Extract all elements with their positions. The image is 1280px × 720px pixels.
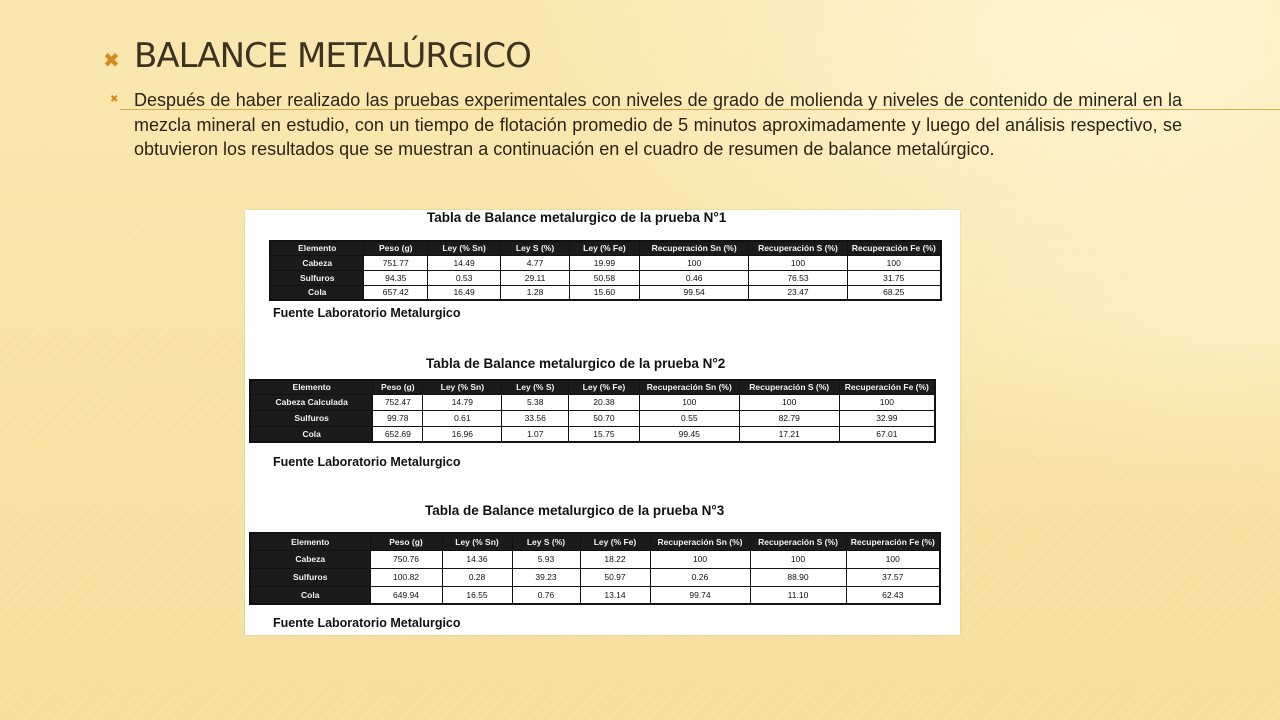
table-cell: 99.54 <box>639 285 749 300</box>
header-cell: Ley (% Sn) <box>442 533 512 550</box>
table-cell: 99.45 <box>639 426 739 442</box>
table-source-note: Fuente Laboratorio Metalurgico <box>273 306 461 320</box>
balance-table <box>249 379 936 443</box>
table-cell: 76.53 <box>749 270 847 285</box>
table-cell: 0.76 <box>512 586 580 604</box>
header-cell: Elemento <box>250 380 373 394</box>
table-cell: 750.76 <box>370 550 442 568</box>
table-cell: 67.01 <box>839 426 935 442</box>
table-cell: 50.97 <box>580 568 650 586</box>
table-row <box>250 568 940 586</box>
table-cell: 11.10 <box>750 586 846 604</box>
row-label-cell: Cola <box>270 285 364 300</box>
row-label-cell: Cabeza <box>250 550 370 568</box>
table-caption: Tabla de Balance metalurgico de la prueba N°3 <box>425 503 725 518</box>
header-cell: Recuperación S (%) <box>750 533 846 550</box>
table-cell: 16.55 <box>442 586 512 604</box>
row-label-cell: Cabeza Calculada <box>250 394 373 410</box>
table-cell: 50.58 <box>569 270 639 285</box>
header-cell: Ley (% Fe) <box>580 533 650 550</box>
header-cell: Recuperación Sn (%) <box>639 380 739 394</box>
table-cell: 5.38 <box>502 394 569 410</box>
table-cell: 23.47 <box>749 285 847 300</box>
table-cell: 0.53 <box>428 270 501 285</box>
header-cell: Recuperación Fe (%) <box>839 380 935 394</box>
header-cell: Recuperación Sn (%) <box>639 241 749 255</box>
balance-tables-image <box>245 210 960 635</box>
table-cell: 14.49 <box>428 255 501 270</box>
table-cell: 751.77 <box>364 255 428 270</box>
table-caption: Tabla de Balance metalurgico de la prueba N°2 <box>426 356 726 371</box>
table-cell: 50.70 <box>569 410 640 426</box>
title-x-bullet-icon: ✖ <box>103 48 120 72</box>
header-cell: Ley (% Fe) <box>569 241 639 255</box>
row-label-cell: Cabeza <box>270 255 364 270</box>
table-row <box>270 270 941 285</box>
table-cell: 5.93 <box>512 550 580 568</box>
table-cell: 14.36 <box>442 550 512 568</box>
table-caption: Tabla de Balance metalurgico de la prueba N°1 <box>427 210 727 225</box>
table-cell: 0.61 <box>423 410 502 426</box>
table-cell: 39.23 <box>512 568 580 586</box>
table-cell: 20.38 <box>569 394 640 410</box>
balance-table <box>269 240 942 301</box>
table-cell: 16.49 <box>428 285 501 300</box>
header-cell: Peso (g) <box>370 533 442 550</box>
table-cell: 100 <box>749 255 847 270</box>
header-cell: Ley (% Sn) <box>428 241 501 255</box>
row-label-cell: Sulfuros <box>270 270 364 285</box>
table-cell: 100 <box>846 550 940 568</box>
intro-paragraph: Después de haber realizado las pruebas experimentales con niveles de grado de molienda y niveles de contenido de mineral en la mezcla mineral en estudio, con un tiempo de flotación promedio de 5 minutos aproximadamente y luego del análisis respectivo, se obtuvieron los resultados que se muestran a continuación en el cuadro de resumen de balance metalúrgico. <box>134 90 1182 159</box>
header-cell: Ley (% Fe) <box>569 380 640 394</box>
table-cell: 62.43 <box>846 586 940 604</box>
table-cell: 13.14 <box>580 586 650 604</box>
table-cell: 100 <box>650 550 750 568</box>
table-row <box>270 285 941 300</box>
table-cell: 88.90 <box>750 568 846 586</box>
row-label-cell: Cola <box>250 586 370 604</box>
table-source-note: Fuente Laboratorio Metalurgico <box>273 455 461 469</box>
table-cell: 18.22 <box>580 550 650 568</box>
table-cell: 100 <box>839 394 935 410</box>
table-cell: 99.74 <box>650 586 750 604</box>
table-source-note: Fuente Laboratorio Metalurgico <box>273 616 461 630</box>
table-cell: 100 <box>739 394 839 410</box>
table-row <box>250 410 935 426</box>
table-cell: 82.79 <box>739 410 839 426</box>
header-cell: Recuperación Fe (%) <box>846 533 940 550</box>
header-cell: Ley S (%) <box>501 241 570 255</box>
table-cell: 1.07 <box>502 426 569 442</box>
row-label-cell: Sulfuros <box>250 410 373 426</box>
table-cell: 4.77 <box>501 255 570 270</box>
table-cell: 1.28 <box>501 285 570 300</box>
table-row <box>250 394 935 410</box>
header-cell: Peso (g) <box>373 380 423 394</box>
header-cell: Ley S (%) <box>512 533 580 550</box>
row-label-cell: Sulfuros <box>250 568 370 586</box>
table-cell: 31.75 <box>847 270 941 285</box>
table-cell: 0.46 <box>639 270 749 285</box>
header-cell: Elemento <box>250 533 370 550</box>
table-cell: 99.78 <box>373 410 423 426</box>
header-cell: Recuperación S (%) <box>739 380 839 394</box>
table-cell: 94.35 <box>364 270 428 285</box>
table-cell: 652.69 <box>373 426 423 442</box>
row-label-cell: Cola <box>250 426 373 442</box>
table-cell: 752.47 <box>373 394 423 410</box>
table-cell: 657.42 <box>364 285 428 300</box>
table-cell: 17.21 <box>739 426 839 442</box>
table-row <box>250 550 940 568</box>
table-cell: 15.60 <box>569 285 639 300</box>
balance-table <box>249 532 941 605</box>
header-cell: Recuperación Sn (%) <box>650 533 750 550</box>
table-cell: 19.99 <box>569 255 639 270</box>
header-cell: Peso (g) <box>364 241 428 255</box>
table-cell: 100 <box>847 255 941 270</box>
table-cell: 100 <box>639 255 749 270</box>
table-cell: 0.28 <box>442 568 512 586</box>
table-cell: 0.55 <box>639 410 739 426</box>
header-cell: Elemento <box>270 241 364 255</box>
table-cell: 100 <box>639 394 739 410</box>
table-cell: 33.56 <box>502 410 569 426</box>
table-cell: 649.94 <box>370 586 442 604</box>
table-cell: 32.99 <box>839 410 935 426</box>
header-cell: Ley (% Sn) <box>423 380 502 394</box>
table-cell: 37.57 <box>846 568 940 586</box>
table-row <box>250 426 935 442</box>
table-cell: 16.96 <box>423 426 502 442</box>
slide-title: BALANCE METALÚRGICO <box>134 36 531 76</box>
header-cell: Recuperación Fe (%) <box>847 241 941 255</box>
paragraph-x-bullet-icon: ✖ <box>110 94 119 105</box>
header-cell: Recuperación S (%) <box>749 241 847 255</box>
table-row <box>250 586 940 604</box>
table-cell: 100 <box>750 550 846 568</box>
table-cell: 14.79 <box>423 394 502 410</box>
table-cell: 15.75 <box>569 426 640 442</box>
header-cell: Ley (% S) <box>502 380 569 394</box>
table-cell: 0.26 <box>650 568 750 586</box>
table-cell: 68.25 <box>847 285 941 300</box>
table-row <box>270 255 941 270</box>
table-cell: 100.82 <box>370 568 442 586</box>
table-cell: 29.11 <box>501 270 570 285</box>
